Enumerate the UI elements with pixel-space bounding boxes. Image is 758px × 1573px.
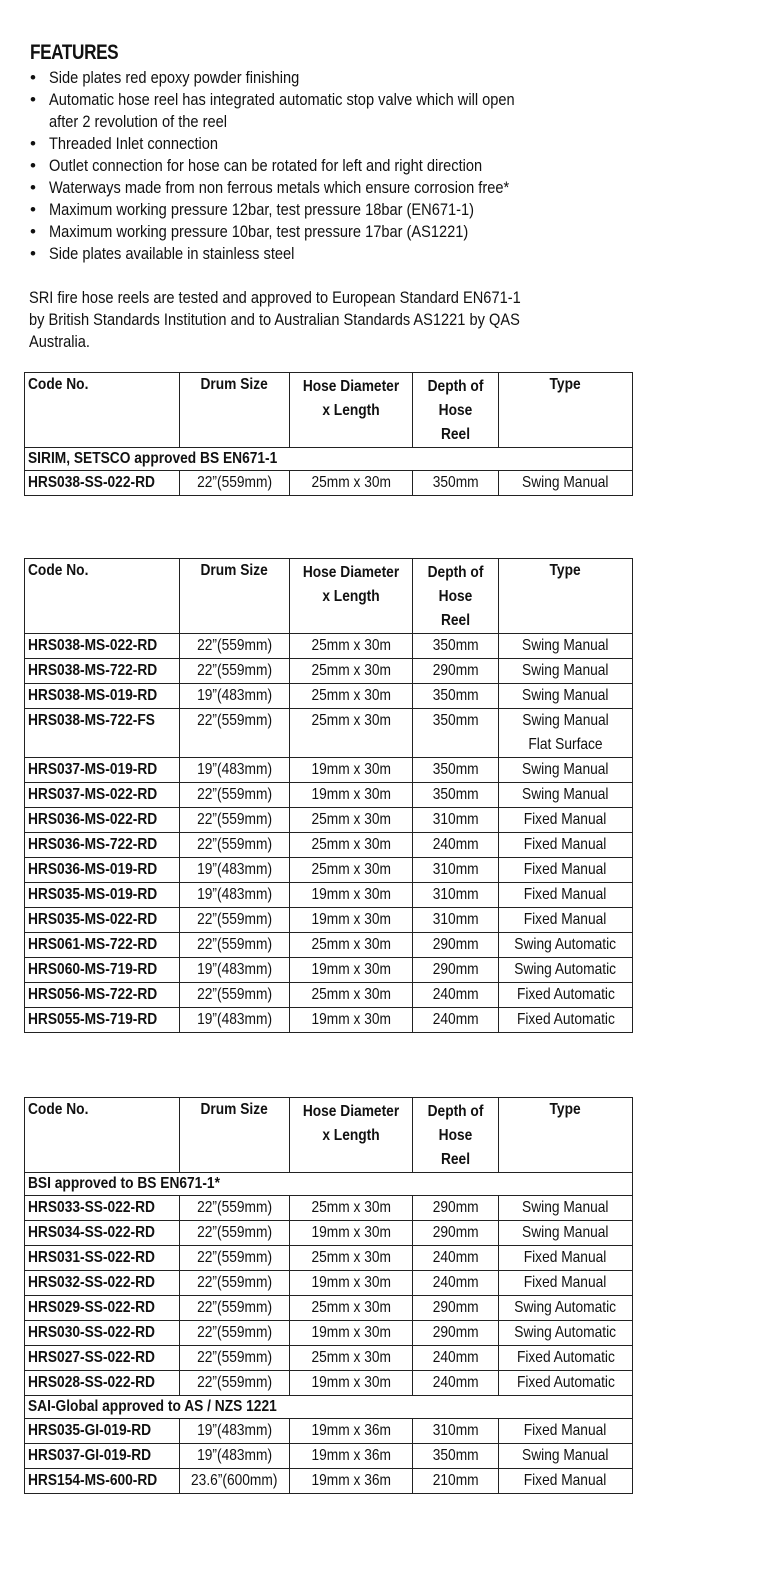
hose-cell: 25mm x 30m bbox=[290, 1246, 413, 1271]
type-cell: Fixed Manual bbox=[499, 808, 633, 833]
table-row bbox=[25, 783, 633, 808]
header-type: Type bbox=[499, 373, 633, 448]
table-row bbox=[25, 659, 633, 684]
code-cell: HRS029-SS-022-RD bbox=[25, 1296, 180, 1321]
table-row bbox=[25, 958, 633, 983]
bullet: • bbox=[30, 222, 36, 241]
depth-cell: 240mm bbox=[413, 1008, 499, 1033]
drum-cell: 22”(559mm) bbox=[180, 1346, 290, 1371]
feature-item bbox=[30, 133, 730, 155]
header-drum: Drum Size bbox=[180, 373, 290, 448]
bullet: • bbox=[30, 90, 36, 109]
code-cell: HRS036-MS-722-RD bbox=[25, 833, 180, 858]
hose-cell: 25mm x 30m bbox=[290, 808, 413, 833]
table-row bbox=[25, 1321, 633, 1346]
type-cell: Swing Manual bbox=[499, 684, 633, 709]
table-row bbox=[25, 1221, 633, 1246]
bullet: • bbox=[30, 200, 36, 219]
type-cell: Fixed Automatic bbox=[499, 1008, 633, 1033]
type-cell: Swing Manual bbox=[499, 471, 633, 496]
drum-cell: 22”(559mm) bbox=[180, 1221, 290, 1246]
type-cell: Swing Manual bbox=[499, 758, 633, 783]
type-cell: Swing Manual bbox=[499, 1196, 633, 1221]
code-cell: HRS036-MS-019-RD bbox=[25, 858, 180, 883]
code-cell: HRS061-MS-722-RD bbox=[25, 933, 180, 958]
drum-cell: 19”(483mm) bbox=[180, 1444, 290, 1469]
type-cell: Swing Manual bbox=[499, 634, 633, 659]
table-row bbox=[25, 634, 633, 659]
type-cell: Fixed Manual bbox=[499, 883, 633, 908]
depth-cell: 290mm bbox=[413, 1321, 499, 1346]
code-cell: HRS038-MS-722-FS bbox=[25, 709, 180, 758]
drum-cell: 19”(483mm) bbox=[180, 758, 290, 783]
type-cell: Swing Manual bbox=[499, 1221, 633, 1246]
table-row bbox=[25, 933, 633, 958]
depth-cell: 240mm bbox=[413, 1246, 499, 1271]
drum-cell: 22”(559mm) bbox=[180, 1246, 290, 1271]
hose-cell: 19mm x 36m bbox=[290, 1419, 413, 1444]
table-row bbox=[25, 883, 633, 908]
table-row bbox=[25, 1196, 633, 1221]
table-header-row bbox=[25, 373, 633, 448]
code-cell: HRS060-MS-719-RD bbox=[25, 958, 180, 983]
drum-cell: 22”(559mm) bbox=[180, 1321, 290, 1346]
drum-cell: 22”(559mm) bbox=[180, 1371, 290, 1396]
drum-cell: 22”(559mm) bbox=[180, 983, 290, 1008]
type-cell: Fixed Manual bbox=[499, 1246, 633, 1271]
type-cell: Swing Automatic bbox=[499, 1321, 633, 1346]
section-label: SIRIM, SETSCO approved BS EN671-1 bbox=[25, 448, 633, 471]
type-cell: Swing Automatic bbox=[499, 933, 633, 958]
header-depth: Depth of Hose Reel bbox=[413, 1098, 499, 1173]
hose-cell: 25mm x 30m bbox=[290, 983, 413, 1008]
header-drum: Drum Size bbox=[180, 559, 290, 634]
approval-note bbox=[29, 287, 729, 353]
hose-cell: 25mm x 30m bbox=[290, 471, 413, 496]
type-cell: Fixed Automatic bbox=[499, 1346, 633, 1371]
depth-cell: 310mm bbox=[413, 808, 499, 833]
table-row bbox=[25, 1246, 633, 1271]
depth-cell: 210mm bbox=[413, 1469, 499, 1494]
code-cell: HRS037-MS-019-RD bbox=[25, 758, 180, 783]
hose-cell: 19mm x 36m bbox=[290, 1444, 413, 1469]
depth-cell: 350mm bbox=[413, 471, 499, 496]
hose-cell: 19mm x 30m bbox=[290, 783, 413, 808]
drum-cell: 22”(559mm) bbox=[180, 783, 290, 808]
hose-cell: 19mm x 30m bbox=[290, 958, 413, 983]
header-depth: Depth of Hose Reel bbox=[413, 373, 499, 448]
code-cell: HRS056-MS-722-RD bbox=[25, 983, 180, 1008]
code-cell: HRS154-MS-600-RD bbox=[25, 1469, 180, 1494]
depth-cell: 290mm bbox=[413, 933, 499, 958]
table-row bbox=[25, 1008, 633, 1033]
type-cell: Fixed Manual bbox=[499, 1419, 633, 1444]
table-row bbox=[25, 1419, 633, 1444]
feature-text: Waterways made from non ferrous metals which ensure corrosion free* bbox=[49, 178, 510, 197]
table-row bbox=[25, 858, 633, 883]
type-cell: Swing Manual bbox=[499, 1444, 633, 1469]
drum-cell: 19”(483mm) bbox=[180, 958, 290, 983]
hose-cell: 25mm x 30m bbox=[290, 933, 413, 958]
type-cell: Fixed Manual bbox=[499, 1469, 633, 1494]
table-row bbox=[25, 758, 633, 783]
drum-cell: 23.6”(600mm) bbox=[180, 1469, 290, 1494]
code-cell: HRS035-MS-019-RD bbox=[25, 883, 180, 908]
feature-text: Side plates red epoxy powder finishing bbox=[49, 68, 300, 87]
feature-item bbox=[30, 243, 730, 265]
drum-cell: 22”(559mm) bbox=[180, 1271, 290, 1296]
bullet: • bbox=[30, 68, 36, 87]
code-cell: HRS035-MS-022-RD bbox=[25, 908, 180, 933]
feature-text: Maximum working pressure 12bar, test pressure 18bar (EN671-1) bbox=[49, 200, 474, 219]
code-cell: HRS038-MS-019-RD bbox=[25, 684, 180, 709]
table-row bbox=[25, 808, 633, 833]
hose-cell: 19mm x 36m bbox=[290, 1469, 413, 1494]
code-cell: HRS028-SS-022-RD bbox=[25, 1371, 180, 1396]
table-row bbox=[25, 833, 633, 858]
table-header-row bbox=[25, 1098, 633, 1173]
type-cell: Swing Manual Flat Surface bbox=[499, 709, 633, 758]
depth-cell: 350mm bbox=[413, 709, 499, 758]
drum-cell: 19”(483mm) bbox=[180, 684, 290, 709]
table-row bbox=[25, 1444, 633, 1469]
depth-cell: 290mm bbox=[413, 1296, 499, 1321]
depth-cell: 240mm bbox=[413, 983, 499, 1008]
code-cell: HRS038-SS-022-RD bbox=[25, 471, 180, 496]
type-cell: Fixed Automatic bbox=[499, 983, 633, 1008]
drum-cell: 19”(483mm) bbox=[180, 858, 290, 883]
depth-cell: 350mm bbox=[413, 1444, 499, 1469]
drum-cell: 22”(559mm) bbox=[180, 808, 290, 833]
hose-cell: 19mm x 30m bbox=[290, 883, 413, 908]
spec-table-ms bbox=[24, 558, 633, 1033]
type-cell: Fixed Manual bbox=[499, 908, 633, 933]
header-depth: Depth of Hose Reel bbox=[413, 559, 499, 634]
table-row bbox=[25, 908, 633, 933]
approval-note-line: SRI fire hose reels are tested and approved to European Standard EN671-1 bbox=[29, 288, 521, 307]
feature-item bbox=[30, 199, 730, 221]
code-cell: HRS031-SS-022-RD bbox=[25, 1246, 180, 1271]
feature-item bbox=[30, 221, 730, 243]
depth-cell: 290mm bbox=[413, 958, 499, 983]
table-row bbox=[25, 709, 633, 758]
depth-cell: 310mm bbox=[413, 908, 499, 933]
table-header-row bbox=[25, 559, 633, 634]
depth-cell: 240mm bbox=[413, 1271, 499, 1296]
header-hose: Hose Diameter x Length bbox=[290, 373, 413, 448]
hose-cell: 25mm x 30m bbox=[290, 709, 413, 758]
bullet: • bbox=[30, 178, 36, 197]
code-cell: HRS037-MS-022-RD bbox=[25, 783, 180, 808]
header-code: Code No. bbox=[25, 1098, 180, 1173]
depth-cell: 240mm bbox=[413, 1346, 499, 1371]
drum-cell: 22”(559mm) bbox=[180, 908, 290, 933]
type-cell: Swing Automatic bbox=[499, 958, 633, 983]
hose-cell: 25mm x 30m bbox=[290, 634, 413, 659]
section-row bbox=[25, 1396, 633, 1419]
hose-cell: 19mm x 30m bbox=[290, 1271, 413, 1296]
depth-cell: 240mm bbox=[413, 1371, 499, 1396]
type-cell: Fixed Manual bbox=[499, 858, 633, 883]
hose-cell: 25mm x 30m bbox=[290, 659, 413, 684]
hose-cell: 19mm x 30m bbox=[290, 758, 413, 783]
depth-cell: 240mm bbox=[413, 833, 499, 858]
hose-cell: 25mm x 30m bbox=[290, 858, 413, 883]
bullet: • bbox=[30, 244, 36, 263]
feature-item bbox=[30, 89, 730, 111]
type-cell: Fixed Automatic bbox=[499, 1371, 633, 1396]
drum-cell: 22”(559mm) bbox=[180, 634, 290, 659]
code-cell: HRS036-MS-022-RD bbox=[25, 808, 180, 833]
code-cell: HRS035-GI-019-RD bbox=[25, 1419, 180, 1444]
type-cell: Swing Automatic bbox=[499, 1296, 633, 1321]
features-heading: FEATURES bbox=[30, 41, 119, 64]
hose-cell: 19mm x 30m bbox=[290, 1221, 413, 1246]
header-type: Type bbox=[499, 559, 633, 634]
drum-cell: 19”(483mm) bbox=[180, 1419, 290, 1444]
code-cell: HRS038-MS-722-RD bbox=[25, 659, 180, 684]
feature-text: Maximum working pressure 10bar, test pressure 17bar (AS1221) bbox=[49, 222, 469, 241]
table-row bbox=[25, 1296, 633, 1321]
hose-cell: 25mm x 30m bbox=[290, 833, 413, 858]
depth-cell: 310mm bbox=[413, 1419, 499, 1444]
depth-cell: 350mm bbox=[413, 684, 499, 709]
depth-cell: 350mm bbox=[413, 758, 499, 783]
depth-cell: 290mm bbox=[413, 1196, 499, 1221]
feature-text: after 2 revolution of the reel bbox=[49, 112, 227, 131]
approval-note-line: by British Standards Institution and to Australian Standards AS1221 by QAS bbox=[29, 310, 520, 329]
table-row bbox=[25, 1371, 633, 1396]
hose-cell: 19mm x 30m bbox=[290, 908, 413, 933]
type-cell: Fixed Manual bbox=[499, 833, 633, 858]
hose-cell: 25mm x 30m bbox=[290, 684, 413, 709]
table-row bbox=[25, 983, 633, 1008]
feature-item-continuation bbox=[30, 111, 730, 133]
table-row bbox=[25, 1469, 633, 1494]
hose-cell: 25mm x 30m bbox=[290, 1196, 413, 1221]
table-row bbox=[25, 684, 633, 709]
depth-cell: 350mm bbox=[413, 783, 499, 808]
hose-cell: 19mm x 30m bbox=[290, 1371, 413, 1396]
depth-cell: 310mm bbox=[413, 858, 499, 883]
feature-item bbox=[30, 177, 730, 199]
drum-cell: 22”(559mm) bbox=[180, 709, 290, 758]
drum-cell: 22”(559mm) bbox=[180, 659, 290, 684]
hose-cell: 19mm x 30m bbox=[290, 1008, 413, 1033]
bullet: • bbox=[30, 134, 36, 153]
code-cell: HRS027-SS-022-RD bbox=[25, 1346, 180, 1371]
type-cell: Fixed Manual bbox=[499, 1271, 633, 1296]
header-type: Type bbox=[499, 1098, 633, 1173]
drum-cell: 19”(483mm) bbox=[180, 1008, 290, 1033]
code-cell: HRS037-GI-019-RD bbox=[25, 1444, 180, 1469]
drum-cell: 22”(559mm) bbox=[180, 833, 290, 858]
drum-cell: 22”(559mm) bbox=[180, 471, 290, 496]
feature-text: Outlet connection for hose can be rotated for left and right direction bbox=[49, 156, 483, 175]
section-label: BSI approved to BS EN671-1* bbox=[25, 1173, 633, 1196]
feature-item bbox=[30, 155, 730, 177]
header-hose: Hose Diameter x Length bbox=[290, 559, 413, 634]
bullet: • bbox=[30, 156, 36, 175]
depth-cell: 290mm bbox=[413, 1221, 499, 1246]
section-label: SAI-Global approved to AS / NZS 1221 bbox=[25, 1396, 633, 1419]
section-row bbox=[25, 1173, 633, 1196]
code-cell: HRS032-SS-022-RD bbox=[25, 1271, 180, 1296]
spec-table-sirim bbox=[24, 372, 633, 496]
header-drum: Drum Size bbox=[180, 1098, 290, 1173]
drum-cell: 19”(483mm) bbox=[180, 883, 290, 908]
code-cell: HRS034-SS-022-RD bbox=[25, 1221, 180, 1246]
code-cell: HRS038-MS-022-RD bbox=[25, 634, 180, 659]
header-code: Code No. bbox=[25, 559, 180, 634]
approval-note-line: Australia. bbox=[29, 332, 90, 351]
code-cell: HRS055-MS-719-RD bbox=[25, 1008, 180, 1033]
header-code: Code No. bbox=[25, 373, 180, 448]
depth-cell: 310mm bbox=[413, 883, 499, 908]
feature-item bbox=[30, 67, 730, 89]
hose-cell: 25mm x 30m bbox=[290, 1296, 413, 1321]
feature-text: Side plates available in stainless steel bbox=[49, 244, 295, 263]
type-cell: Swing Manual bbox=[499, 783, 633, 808]
depth-cell: 350mm bbox=[413, 634, 499, 659]
table-row bbox=[25, 1271, 633, 1296]
features-list bbox=[30, 67, 730, 265]
type-cell: Swing Manual bbox=[499, 659, 633, 684]
hose-cell: 25mm x 30m bbox=[290, 1346, 413, 1371]
feature-text: Automatic hose reel has integrated automatic stop valve which will open bbox=[49, 90, 515, 109]
section-row bbox=[25, 448, 633, 471]
drum-cell: 22”(559mm) bbox=[180, 933, 290, 958]
feature-text: Threaded Inlet connection bbox=[49, 134, 219, 153]
hose-cell: 19mm x 30m bbox=[290, 1321, 413, 1346]
spec-table-ss bbox=[24, 1097, 633, 1494]
table-row bbox=[25, 471, 633, 496]
header-hose: Hose Diameter x Length bbox=[290, 1098, 413, 1173]
table-row bbox=[25, 1346, 633, 1371]
drum-cell: 22”(559mm) bbox=[180, 1296, 290, 1321]
code-cell: HRS030-SS-022-RD bbox=[25, 1321, 180, 1346]
depth-cell: 290mm bbox=[413, 659, 499, 684]
code-cell: HRS033-SS-022-RD bbox=[25, 1196, 180, 1221]
drum-cell: 22”(559mm) bbox=[180, 1196, 290, 1221]
